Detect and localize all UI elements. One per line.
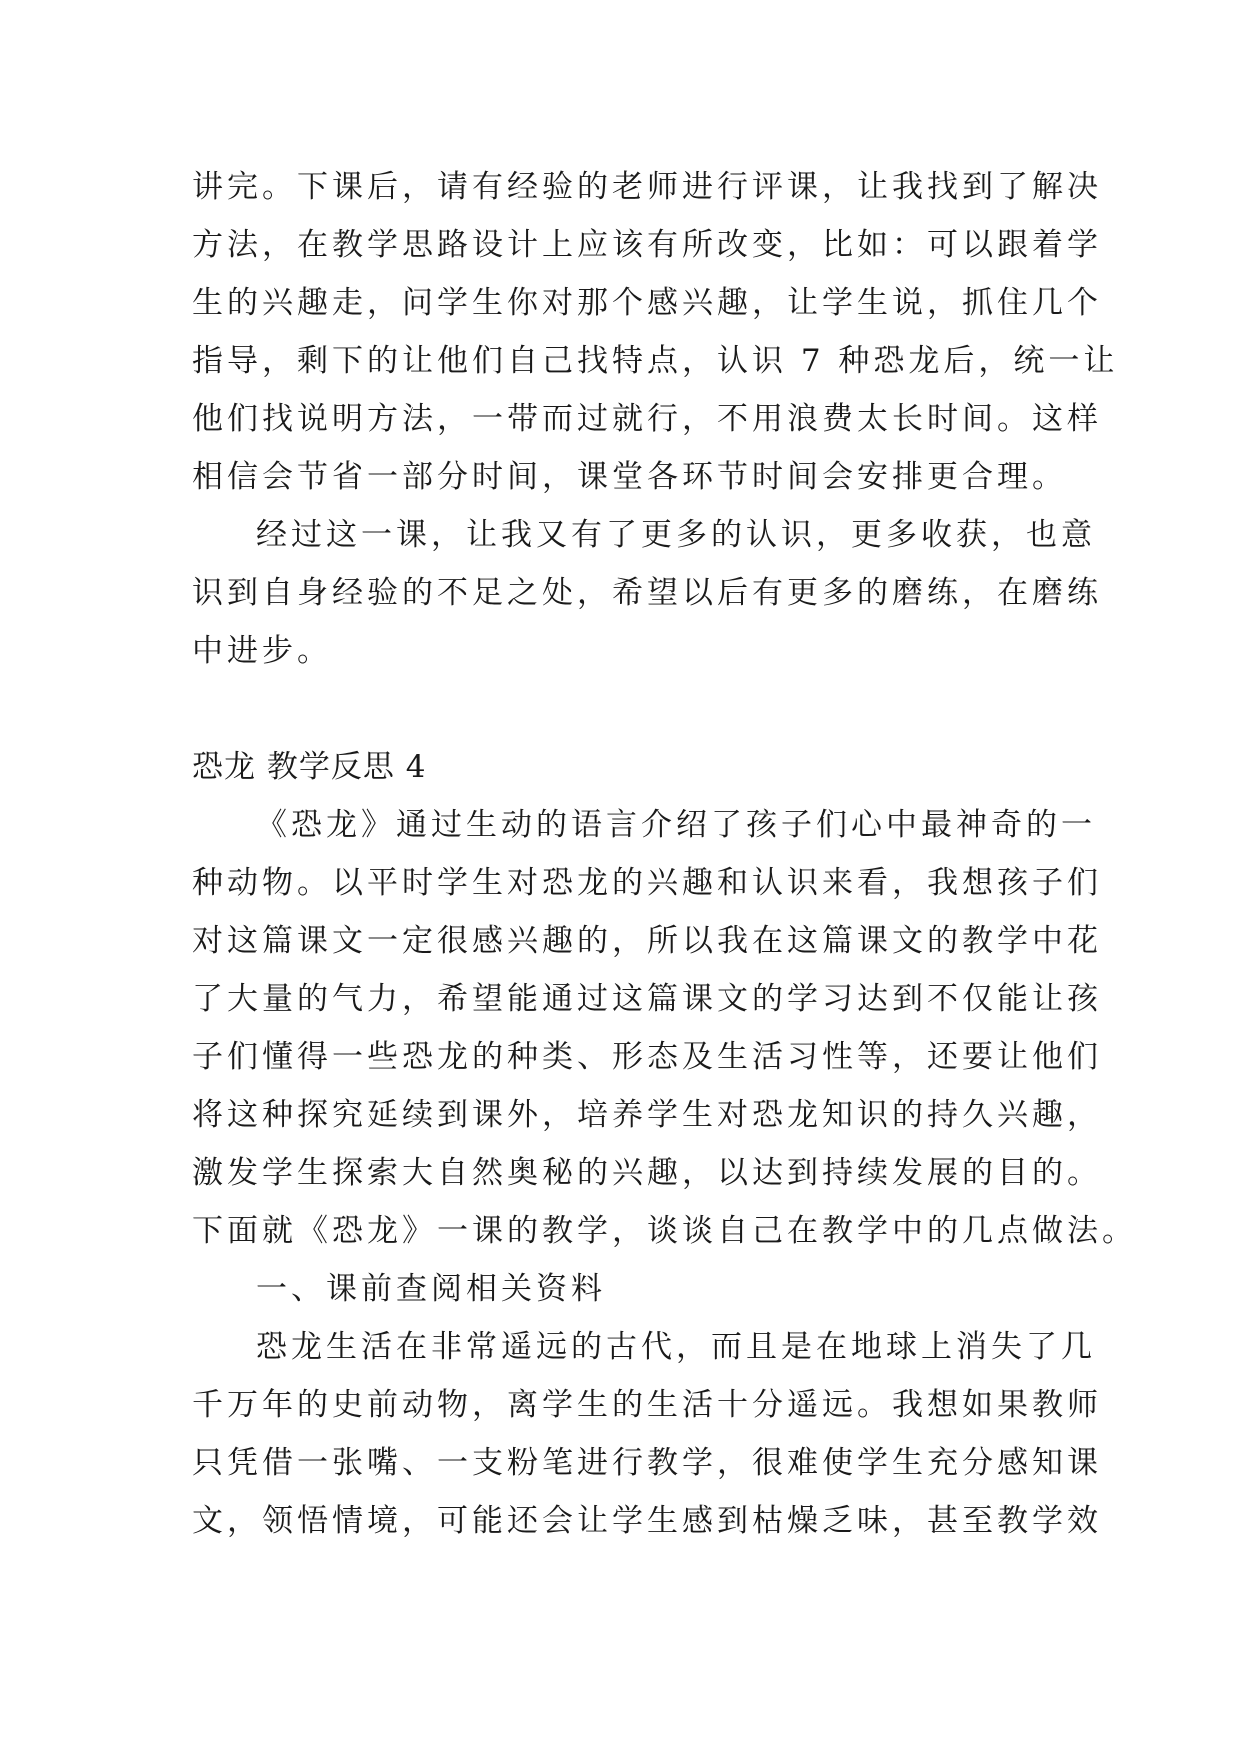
text-line: 子们懂得一些恐龙的种类、形态及生活习性等，还要让他们 [192,1039,1102,1075]
text-line: 将这种探究延续到课外，培养学生对恐龙知识的持久兴趣， [192,1097,1102,1133]
paragraph-lesson-review [192,158,1119,506]
text-line: 文，领悟情境，可能还会让学生感到枯燥乏味，甚至教学效 [192,1503,1102,1539]
text-line: 相信会节省一部分时间，课堂各环节时间会安排更合理。 [192,459,1067,495]
section-title: 恐龙 教学反思 4 [192,749,427,785]
text-line: 他们找说明方法，一带而过就行，不用浪费太长时间。这样 [192,401,1102,437]
text-line: 激发学生探索大自然奥秘的兴趣，以达到持续发展的目的。 [192,1155,1102,1191]
text-line: 经过这一课，让我又有了更多的认识，更多收获，也意 [256,517,1096,553]
text-line: 指导，剩下的让他们自己找特点，认识 7 种恐龙后，统一让 [192,343,1119,379]
text-line: 种动物。以平时学生对恐龙的兴趣和认识来看，我想孩子们 [192,865,1102,901]
text-line: 了大量的气力，希望能通过这篇课文的学习达到不仅能让孩 [192,981,1102,1017]
text-line: 生的兴趣走，问学生你对那个感兴趣，让学生说，抓住几个 [192,285,1102,321]
text-line: 只凭借一张嘴、一支粉笔进行教学，很难使学生充分感知课 [192,1445,1102,1481]
text-line: 讲完。下课后，请有经验的老师进行评课，让我找到了解决 [192,169,1102,205]
subheading: 一、课前查阅相关资料 [256,1271,606,1307]
section-spacer [192,680,1072,738]
paragraph-preparation [192,1318,1102,1550]
text-line: 下面就《恐龙》一课的教学，谈谈自己在教学中的几点做法。 [192,1213,1137,1249]
text-line: 识到自身经验的不足之处，希望以后有更多的磨练，在磨练 [192,575,1102,611]
text-line: 中进步。 [192,633,332,669]
text-line: 千万年的史前动物，离学生的生活十分遥远。我想如果教师 [192,1387,1102,1423]
text-line: 方法，在教学思路设计上应该有所改变，比如：可以跟着学 [192,227,1102,263]
text-line: 恐龙生活在非常遥远的古代，而且是在地球上消失了几 [256,1329,1096,1365]
paragraph-introduction [192,796,1137,1260]
document-body [192,158,1137,1550]
text-line: 对这篇课文一定很感兴趣的，所以我在这篇课文的教学中花 [192,923,1102,959]
paragraph-conclusion [192,506,1102,680]
text-line: 《恐龙》通过生动的语言介绍了孩子们心中最神奇的一 [256,807,1096,843]
